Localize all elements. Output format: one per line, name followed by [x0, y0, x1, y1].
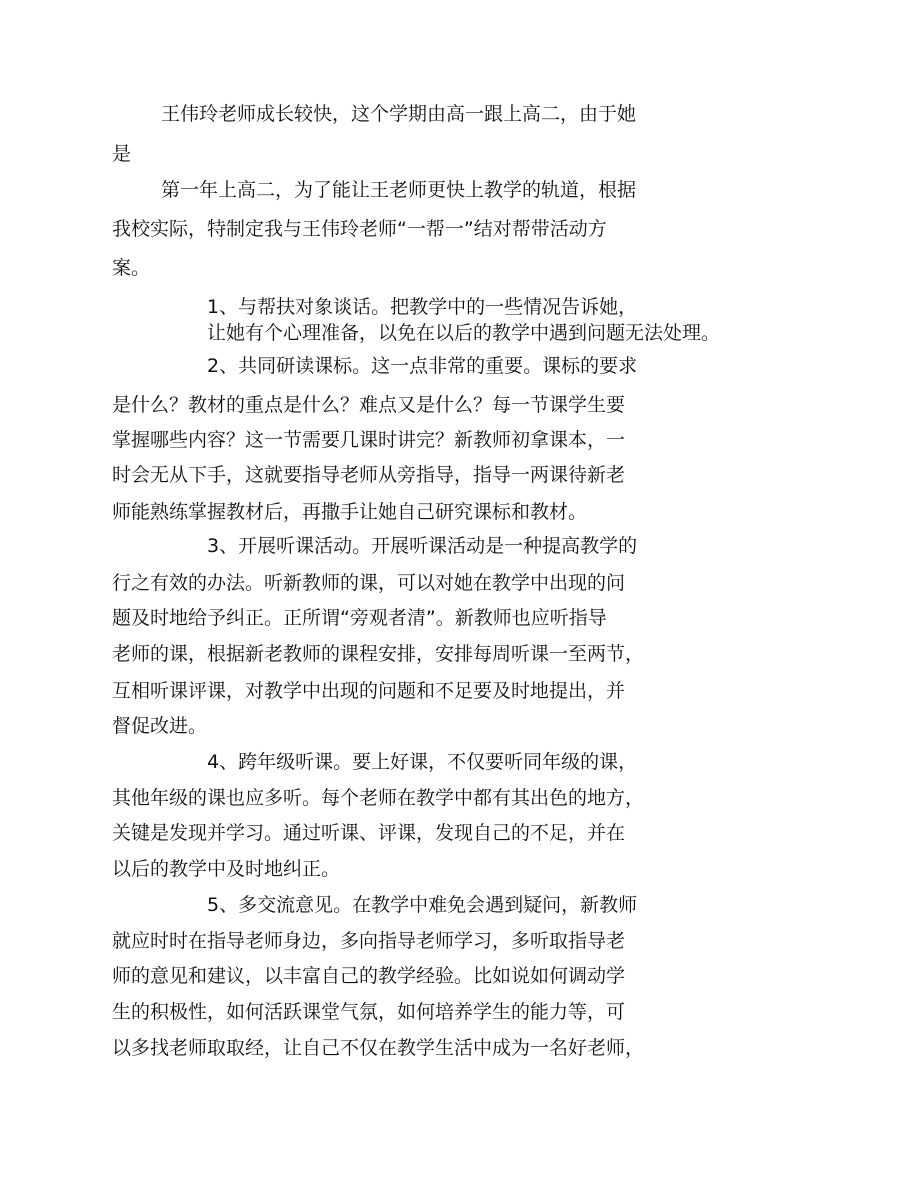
- text-line: 1、与帮扶对象谈话。把教学中的一些情况告诉她，: [207, 296, 638, 318]
- text-line: 生的积极性，如何活跃课堂气氛，如何培养学生的能力等，可: [112, 1001, 626, 1023]
- text-line: 是: [112, 143, 132, 165]
- text-line: 第一年上高二，为了能让王老师更快上教学的轨道，根据: [161, 179, 637, 201]
- text-line: 让她有个心理准备，以免在以后的教学中遇到问题无法处理。: [207, 322, 721, 344]
- text-line: 师能熟练掌握教材后，再撒手让她自己研究课标和教材。: [112, 501, 588, 523]
- text-line: 关键是发现并学习。通过听课、评课，发现自己的不足，并在: [112, 822, 626, 844]
- text-line: 题及时地给予纠正。正所谓“旁观者清”。新教师也应听指导: [112, 607, 607, 629]
- text-line: 是什么？教材的重点是什么？难点又是什么？每一节课学生要: [112, 394, 626, 416]
- text-line: 行之有效的办法。听新教师的课，可以对她在教学中出现的问: [112, 572, 626, 594]
- text-line: 就应时时在指导老师身边，多向指导老师学习，多听取指导老: [112, 930, 626, 952]
- text-line: 督促改进。: [112, 715, 208, 737]
- text-line: 4、跨年级听课。要上好课，不仅要听同年级的课，: [207, 751, 638, 773]
- text-line: 2、共同研读课标。这一点非常的重要。课标的要求: [207, 355, 638, 377]
- text-line: 王伟玲老师成长较快，这个学期由高一跟上高二，由于她: [161, 103, 637, 125]
- text-line: 时会无从下手，这就要指导老师从旁指导，指导一两课待新老: [112, 464, 626, 486]
- text-line: 3、开展听课活动。开展听课活动是一种提高教学的: [207, 535, 638, 557]
- text-line: 以后的教学中及时地纠正。: [112, 858, 341, 880]
- text-line: 老师的课，根据新老教师的课程安排，安排每周听课一至两节，: [112, 643, 645, 665]
- text-line: 互相听课评课，对教学中出现的问题和不足要及时地提出，并: [112, 680, 626, 702]
- text-line: 掌握哪些内容？这一节需要几课时讲完？新教师初拿课本，一: [112, 429, 626, 451]
- text-line: 我校实际，特制定我与王伟玲老师“一帮一”结对帮带活动方: [112, 218, 607, 240]
- text-line: 其他年级的课也应多听。每个老师在教学中都有其出色的地方，: [112, 787, 645, 809]
- text-line: 师的意见和建议，以丰富自己的教学经验。比如说如何调动学: [112, 965, 626, 987]
- text-line: 案。: [112, 257, 151, 279]
- text-line: 5、多交流意见。在教学中难免会遇到疑问，新教师: [207, 894, 638, 916]
- text-line: 以多找老师取取经，让自己不仅在教学生活中成为一名好老师，: [112, 1037, 645, 1059]
